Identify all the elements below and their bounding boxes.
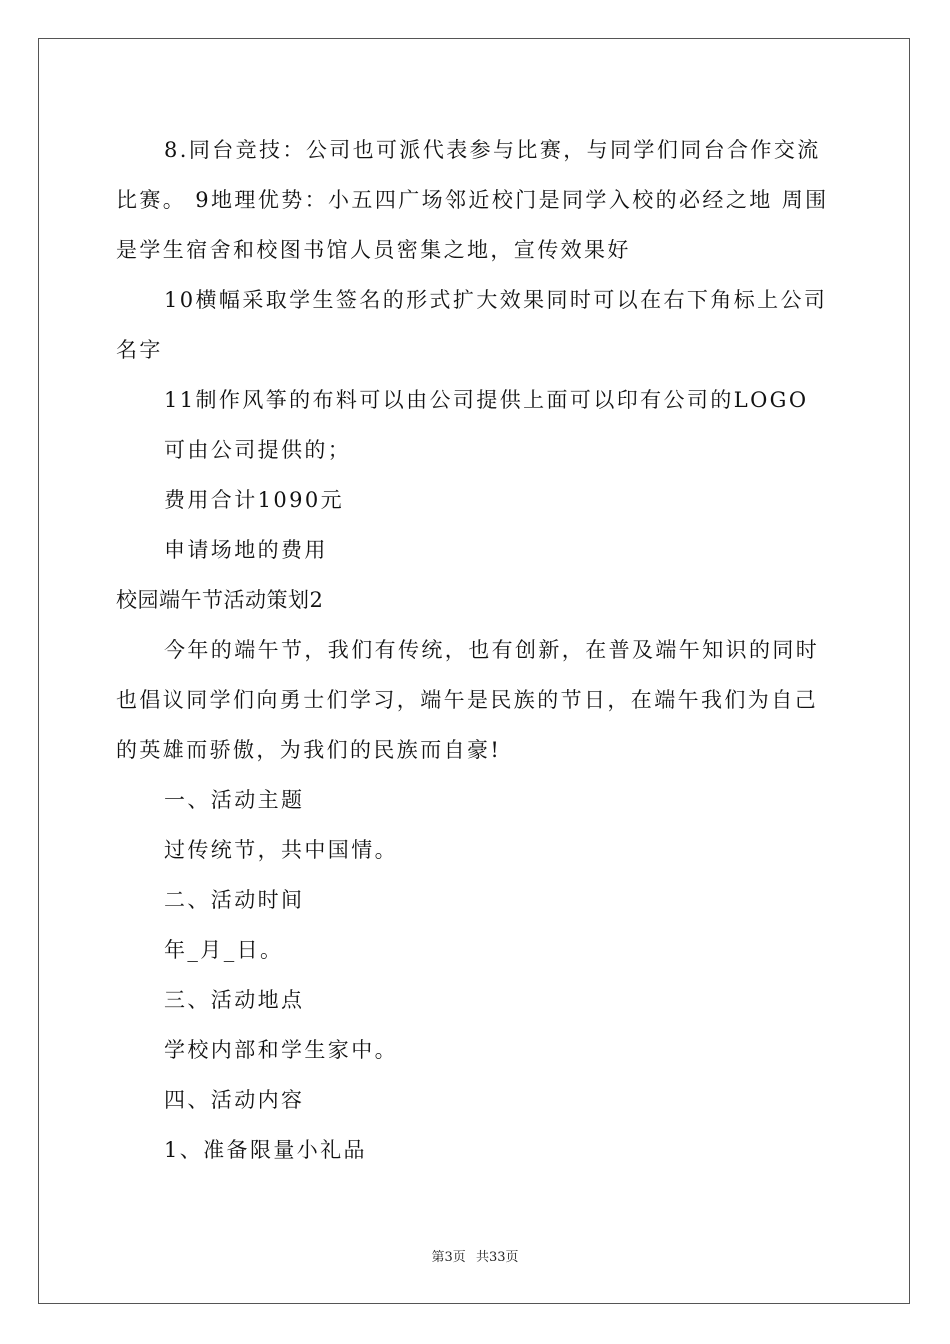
- heading-location: 三、活动地点: [164, 988, 305, 1012]
- paragraph-1: 8.同台竞技：公司也可派代表参与比赛，与同学们同台合作交流比赛。 9地理优势：小五四广场邻近校门是同学入校的必经之地 周围是学生宿舍和校图书馆人员密集之地，宣传效果好: [116, 138, 829, 262]
- page-total: 共33页: [475, 1250, 519, 1265]
- heading-content: 四、活动内容: [164, 1088, 305, 1112]
- paragraph-3: 11制作风筝的布料可以由公司提供上面可以印有公司的LOGO: [164, 388, 809, 412]
- paragraph-location: 学校内部和学生家中。: [164, 1038, 398, 1062]
- document-body: [116, 125, 834, 1175]
- paragraph-time: 年_月_日。: [164, 938, 284, 962]
- heading-theme: 一、活动主题: [164, 788, 305, 812]
- page-number: 第3页: [431, 1250, 466, 1265]
- paragraph-theme: 过传统节，共中国情。: [164, 838, 398, 862]
- heading-time: 二、活动时间: [164, 888, 305, 912]
- paragraph-intro: 今年的端午节，我们有传统，也有创新，在普及端午知识的同时也倡议同学们向勇士们学习，端午是民族的节日，在端午我们为自己的英雄而骄傲，为我们的民族而自豪!: [116, 638, 820, 762]
- paragraph-2: 10横幅采取学生签名的形式扩大效果同时可以在右下角标上公司名字: [116, 288, 828, 362]
- page-footer: [0, 1246, 950, 1265]
- section-title: 校园端午节活动策划2: [116, 588, 324, 612]
- paragraph-5: 费用合计1090元: [164, 488, 345, 512]
- paragraph-4: 可由公司提供的；: [164, 438, 352, 462]
- paragraph-6: 申请场地的费用: [164, 538, 328, 562]
- paragraph-content-1: 1、准备限量小礼品: [164, 1138, 367, 1162]
